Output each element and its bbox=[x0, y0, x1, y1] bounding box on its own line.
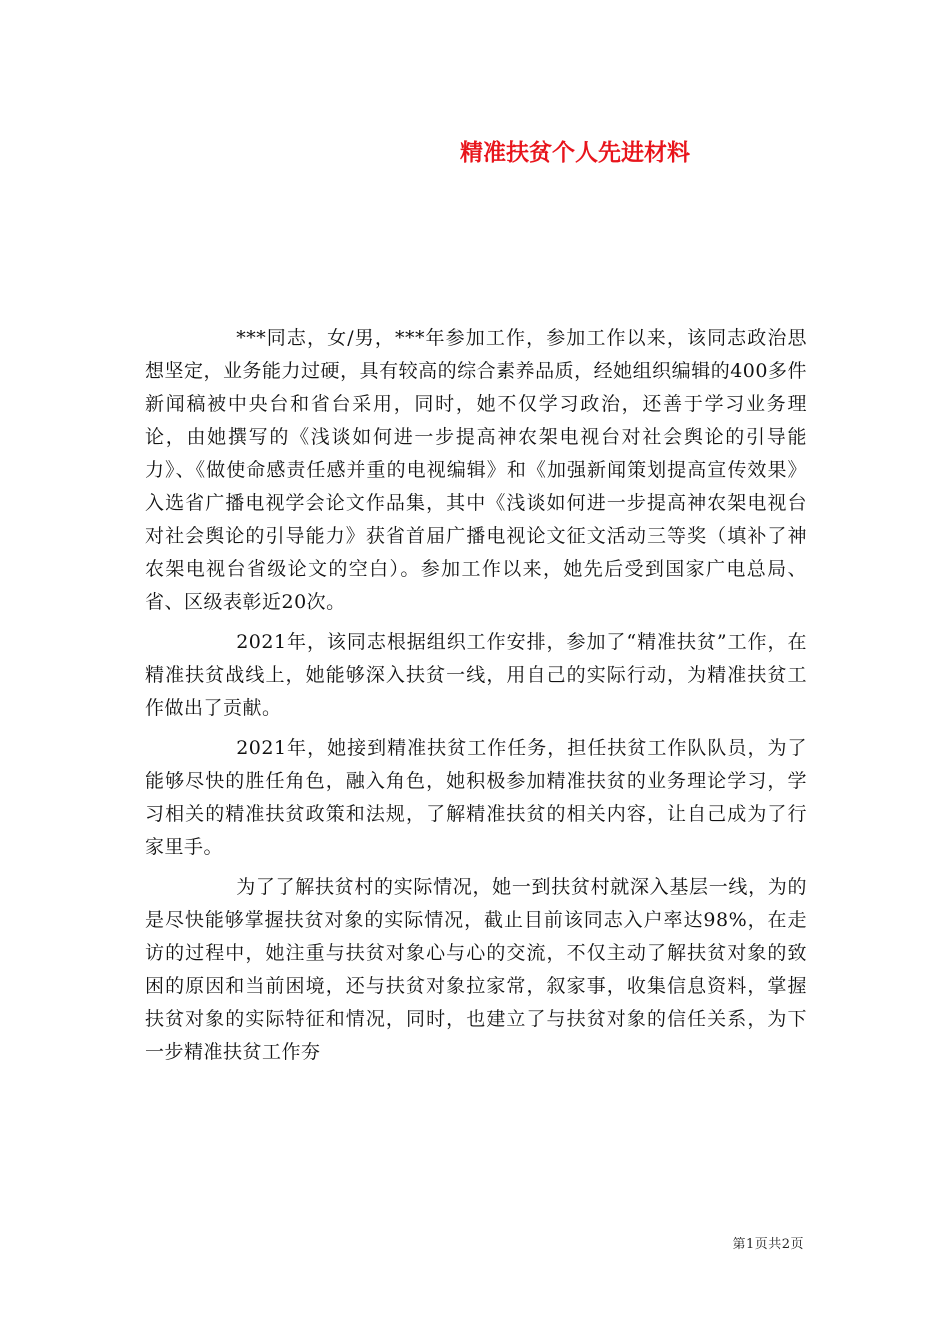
paragraph-1: ***同志，女/男，***年参加工作，参加工作以来，该同志政治思想坚定，业务能力过硬，具有较高的综合素养品质，经她组织编辑的400多件新闻稿被中央台和省台采用，同时，她不仅学习政治，还善于学习业务理论，由她撰写的《浅谈如何进一步提高神农架电视台对社会舆论的引导能力》、《做使命感责任感并重的电视编辑》和《加强新闻策划提高宣传效果》入选省广播电视学会论文作品集，其中《浅谈如何进一步提高神农架电视台对社会舆论的引导能力》获省首届广播电视论文征文活动三等奖（填补了神农架电视台省级论文的空白）。参加工作以来，她先后受到国家广电总局、省、区级表彰近20次。 bbox=[145, 327, 807, 613]
document-title: 精准扶贫个人先进材料 bbox=[460, 139, 690, 166]
paragraph-2: 2021年，该同志根据组织工作安排，参加了“精准扶贫”工作，在精准扶贫战线上，她能够深入扶贫一线，用自己的实际行动，为精准扶贫工作做出了贡献。 bbox=[145, 631, 807, 719]
page-number: 第1页共2页 bbox=[732, 1237, 804, 1252]
paragraph-4: 为了了解扶贫村的实际情况，她一到扶贫村就深入基层一线，为的是尽快能够掌握扶贫对象的实际情况，截止目前该同志入户率达98%，在走访的过程中，她注重与扶贫对象心与心的交流，不仅主动了解扶贫对象的致困的原因和当前困境，还与扶贫对象拉家常，叙家事，收集信息资料，掌握扶贫对象的实际特征和情况，同时，也建立了与扶贫对象的信任关系，为下一步精准扶贫工作夯 bbox=[145, 876, 807, 1063]
document-body bbox=[145, 322, 807, 1076]
paragraph-3: 2021年，她接到精准扶贫工作任务，担任扶贫工作队队员，为了能够尽快的胜任角色，融入角色，她积极参加精准扶贫的业务理论学习，学习相关的精准扶贫政策和法规，了解精准扶贫的相关内容，让自己成为了行家里手。 bbox=[145, 737, 807, 858]
